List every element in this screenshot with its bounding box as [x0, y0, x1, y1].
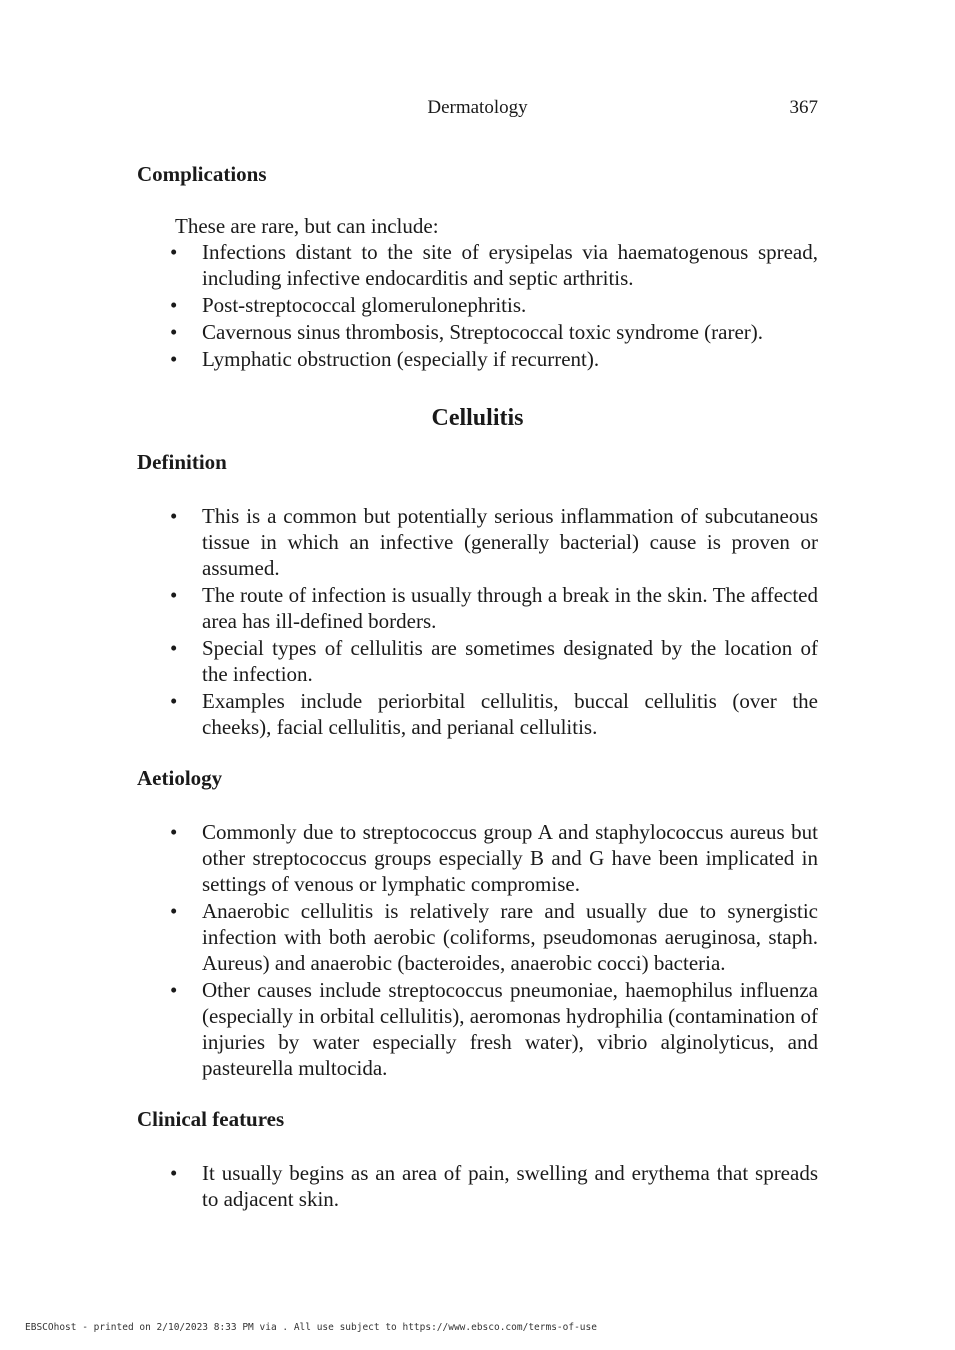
print-footer: EBSCOhost - printed on 2/10/2023 8:33 PM via . All use subject to https://www.ebsco.com/terms-of-use: [25, 1322, 597, 1333]
complications-heading: Complications: [137, 162, 267, 186]
bullet-icon: •: [170, 1161, 178, 1185]
definition-list: [137, 503, 818, 740]
running-header: [137, 97, 818, 121]
section-title-cellulitis: Cellulitis: [431, 405, 524, 431]
list-item-text: This is a common but potentially serious inflammation of subcutaneous tissue in which an infective (generally bacterial) cause is proven or assumed.: [202, 504, 818, 580]
list-item-text: Lymphatic obstruction (especially if recurrent).: [202, 347, 600, 371]
list-item: [137, 1160, 818, 1212]
definition-heading: Definition: [137, 450, 227, 474]
bullet-icon: •: [170, 583, 178, 607]
list-item-text: Anaerobic cellulitis is relatively rare and usually due to synergistic infection with both aerobic (coliforms, pseudomonas aeruginosa, staph. Aureus) and anaerobic (bacteroides, anaerobic cocci) bacteria.: [202, 899, 818, 975]
list-item: [137, 239, 818, 291]
aetiology-list: [137, 819, 818, 1081]
bullet-icon: •: [170, 293, 178, 317]
list-item: [137, 977, 818, 1081]
list-item: [137, 503, 818, 581]
list-item-text: Special types of cellulitis are sometimes designated by the location of the infection.: [202, 636, 818, 686]
list-item: [137, 319, 818, 345]
bullet-icon: •: [170, 689, 178, 713]
list-item-text: Infections distant to the site of erysipelas via haematogenous spread, including infective endocarditis and septic arthritis.: [202, 240, 818, 290]
running-title: Dermatology: [427, 97, 528, 118]
bullet-icon: •: [170, 820, 178, 844]
list-item-text: Commonly due to streptococcus group A and staphylococcus aureus but other streptococcus groups especially B and G have been implicated in settings of venous or lymphatic compromise.: [202, 820, 818, 896]
list-item: [137, 819, 818, 897]
aetiology-heading: Aetiology: [137, 766, 223, 790]
clinical-features-heading: Clinical features: [137, 1107, 285, 1131]
list-item: [137, 292, 818, 318]
list-item-text: It usually begins as an area of pain, swelling and erythema that spreads to adjacent skin.: [202, 1161, 818, 1211]
list-item: [137, 346, 818, 372]
list-item-text: Examples include periorbital cellulitis, buccal cellulitis (over the cheeks), facial cellulitis, and perianal cellulitis.: [202, 689, 818, 739]
complications-intro: These are rare, but can include:: [175, 214, 439, 238]
list-item: [137, 582, 818, 634]
page-content: [137, 161, 818, 1213]
list-item: [137, 635, 818, 687]
complications-list: [137, 239, 818, 372]
list-item: [137, 688, 818, 740]
bullet-icon: •: [170, 504, 178, 528]
bullet-icon: •: [170, 636, 178, 660]
bullet-icon: •: [170, 240, 178, 264]
list-item-text: Post-streptococcal glomerulonephritis.: [202, 293, 527, 317]
list-item: [137, 898, 818, 976]
list-item-text: The route of infection is usually through a break in the skin. The affected area has ill-defined borders.: [202, 583, 818, 633]
clinical-features-list: [137, 1160, 818, 1212]
list-item-text: Other causes include streptococcus pneumoniae, haemophilus influenza (especially in orbital cellulitis), aeromonas hydrophilia (contamination of injuries by water especially fresh water), vibrio alginolyticus, and pasteurella multocida.: [202, 978, 818, 1080]
bullet-icon: •: [170, 978, 178, 1002]
bullet-icon: •: [170, 320, 178, 344]
list-item-text: Cavernous sinus thrombosis, Streptococcal toxic syndrome (rarer).: [202, 320, 764, 344]
bullet-icon: •: [170, 347, 178, 371]
bullet-icon: •: [170, 899, 178, 923]
page-number: 367: [789, 97, 818, 118]
